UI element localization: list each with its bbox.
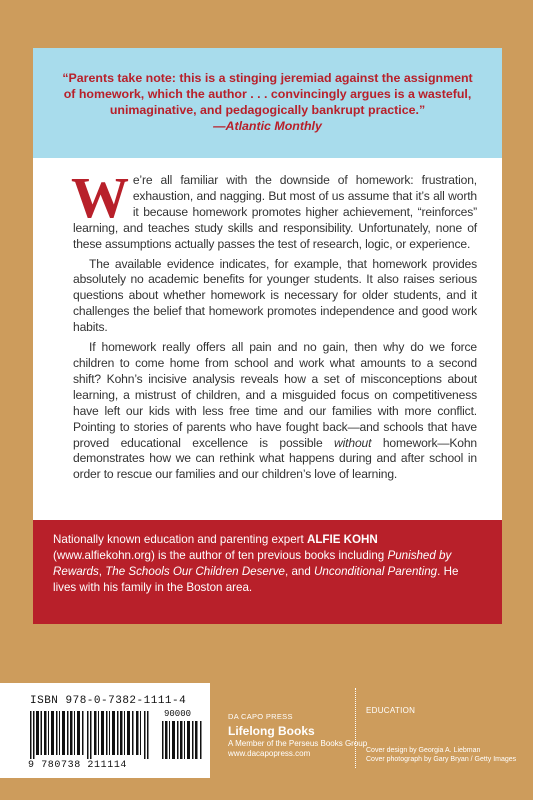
barcode-number: 9 780738 211114 [28, 760, 128, 771]
publisher-member: A Member of the Perseus Books Group [228, 739, 368, 748]
review-quote-panel [33, 48, 502, 158]
barcode-addon-icon [162, 721, 204, 759]
book-title-2: The Schools Our Children Deserve [105, 565, 285, 578]
barcode-addon-number: 90000 [164, 709, 192, 719]
description-paragraph-3: If homework really offers all pain and no gain, then why do we force children to come home from school and work what amounts to a second shift? Kohn’s incisive analysis reveals how a set of misconceptions about learning, a mistrust of children, and a misguided focus on competitiveness have left our kids with less free time and our families with more conflict. Pointing to stories of parents who have fought back—and schools that have proved educational excellence is possible without homework—Kohn demonstrates how we can rethink what happens during and after school in order to rescue our families and our children’s love of learning. [73, 340, 478, 482]
description-panel [33, 158, 502, 520]
barcode-icon [30, 711, 150, 759]
cover-credits [366, 746, 526, 764]
barcode-box [0, 683, 210, 778]
emphasis-without: without [334, 435, 372, 450]
publisher-block [228, 712, 367, 759]
cover-photo-credit: Cover photograph by Gary Bryan / Getty Images [366, 756, 517, 763]
description-paragraph-2: The available evidence indicates, for example, that homework provides absolutely no academic benefits for younger students. It also raises serious questions about whether homework is necessary for older students, and it challenges the belief that homework promotes independence and good work habits. [73, 256, 477, 335]
description-paragraph-1: We’re all familiar with the downside of homework: frustration, exhaustion, and nagging. But most of us assume that it’s all worth it because homework promotes higher achievement, “reinforces” learning, and teaches study skills and responsibility. Unfortunately, none of these assumptions actually passes the test of research, logic, or experience. [71, 165, 477, 251]
isbn-label: ISBN 978-0-7382-1111-4 [30, 695, 187, 707]
publisher-imprint: Lifelong Books [228, 724, 315, 738]
category-label: EDUCATION [366, 706, 416, 715]
publisher-press: DA CAPO PRESS [228, 712, 293, 721]
review-quote-attribution: —Atlantic Monthly [213, 119, 322, 133]
book-title-3: Unconditional Parenting [314, 565, 438, 578]
cover-design-credit: Cover design by Georgia A. Liebman [366, 747, 481, 754]
book-title-1: Punished by Rewards [53, 549, 452, 578]
author-bio-panel: Nationally known education and parenting expert ALFIE KOHN (www.alfiekohn.org) is the author of ten previous books including Punished by Rewards, The Schools Our Children Deserve, and Unconditional Parenting. He lives with his family in the Boston area. [33, 520, 502, 624]
publisher-url: www.dacapopress.com [228, 749, 311, 758]
dotted-divider [355, 688, 356, 768]
author-name: ALFIE KOHN [306, 533, 378, 546]
review-quote-text: “Parents take note: this is a stinging jeremiad against the assignment of homework, which the author . . . convincingly argues is a wasteful, unimaginative, and pedagogically bankrupt practice.” [62, 71, 473, 117]
drop-cap: W [71, 165, 129, 230]
